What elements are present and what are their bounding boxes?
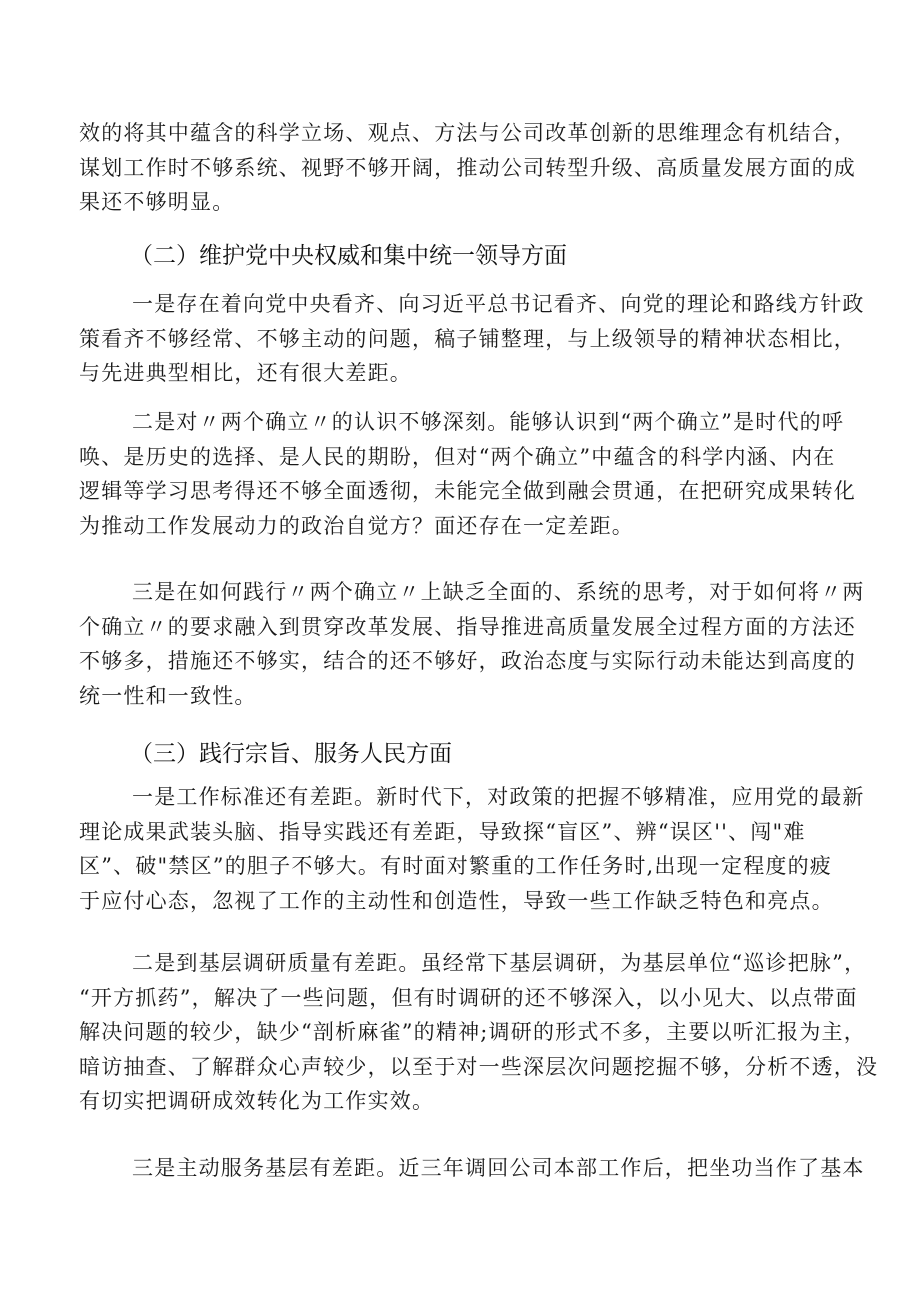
- text-line: 与先进典型相比，还有很大差距。: [79, 361, 412, 386]
- text-line: 不够多，措施还不够实，结合的还不够好，政治态度与实际行动未能达到高度的: [79, 649, 856, 674]
- paragraph-3: [79, 575, 865, 713]
- text-line: 三是主动服务基层有差距。近三年调回公司本部工作后，把坐功当作了基本: [132, 1156, 865, 1180]
- text-line: 理论成果武装头脑、指导实践还有差距，导致探“盲区”、辨“误区''、闯"难: [79, 819, 806, 844]
- text-line: 逻辑等学习思考得还不够全面透彻，未能完全做到融会贯通，在把研究成果转化: [79, 479, 856, 504]
- text-line: 三是在如何践行〃两个确立〃上缺乏全面的、系统的思考，对于如何将〃两: [132, 580, 865, 604]
- text-line: 效的将其中蕴含的科学立场、观点、方法与公司改革创新的思维理念有机结合，: [79, 121, 856, 145]
- text-line: 解决问题的较少，缺少“剖析麻雀”的精神;调研的形式不多，主要以听汇报为主，: [79, 1020, 866, 1045]
- paragraph-continuation: [79, 116, 855, 220]
- section-heading-3: （三）践行宗旨、服务人民方面: [130, 741, 452, 767]
- text-line: 暗访抽查、了解群众心声较少，以至于对一些深层次问题挖掘不够，分析不透，没: [79, 1054, 879, 1079]
- paragraph-1: [79, 287, 865, 391]
- paragraph-4: [79, 780, 865, 918]
- text-line: 果还不够明显。: [79, 190, 235, 215]
- text-line: 一是存在着向党中央看齐、向习近平总书记看齐、向党的理论和路线方针政: [132, 292, 865, 316]
- text-line: 二是到基层调研质量有差距。虽经常下基层调研，为基层单位“巡诊把脉”，: [132, 951, 867, 975]
- paragraph-2: [79, 405, 855, 543]
- paragraph-6: [79, 1151, 865, 1186]
- text-line: 谋划工作时不够系统、视野不够开阔，推动公司转型升级、高质量发展方面的成: [79, 155, 856, 180]
- paragraph-5: [79, 946, 879, 1119]
- text-line: 策看齐不够经常、不够主动的问题，稿子铺整理，与上级领导的精神状态相比，: [79, 326, 856, 351]
- text-line: 二是对〃两个确立〃的认识不够深刻。能够认识到“两个确立”是时代的呼: [132, 410, 845, 434]
- text-line: 个确立〃的要求融入到贯穿改革发展、指导推进高质量发展全过程方面的方法还: [79, 614, 856, 639]
- section-heading-2: （二）维护党中央权威和集中统一领导方面: [130, 243, 567, 269]
- text-line: 于应付心态，忽视了工作的主动性和创造性，导致一些工作缺乏特色和亮点。: [79, 888, 834, 913]
- text-line: 有切实把调研成效转化为工作实效。: [79, 1089, 435, 1114]
- text-line: 唤、是历史的选择、是人民的期盼，但对“两个确立”中蕴含的科学内涵、内在: [79, 444, 836, 469]
- text-line: 为推动工作发展动力的政治自觉方？面还存在一定差距。: [79, 513, 634, 538]
- text-line: 区”、破"禁区”的胆子不够大。有时面对繁重的工作任务时,出现一定程度的疲: [79, 854, 833, 879]
- text-line: 一是工作标准还有差距。新时代下，对政策的把握不够精准，应用党的最新: [132, 785, 865, 809]
- text-line: “开方抓药”，解决了一些问题，但有时调研的还不够深入，以小见大、以点带面: [79, 985, 858, 1010]
- text-line: 统一性和一致性。: [79, 683, 257, 708]
